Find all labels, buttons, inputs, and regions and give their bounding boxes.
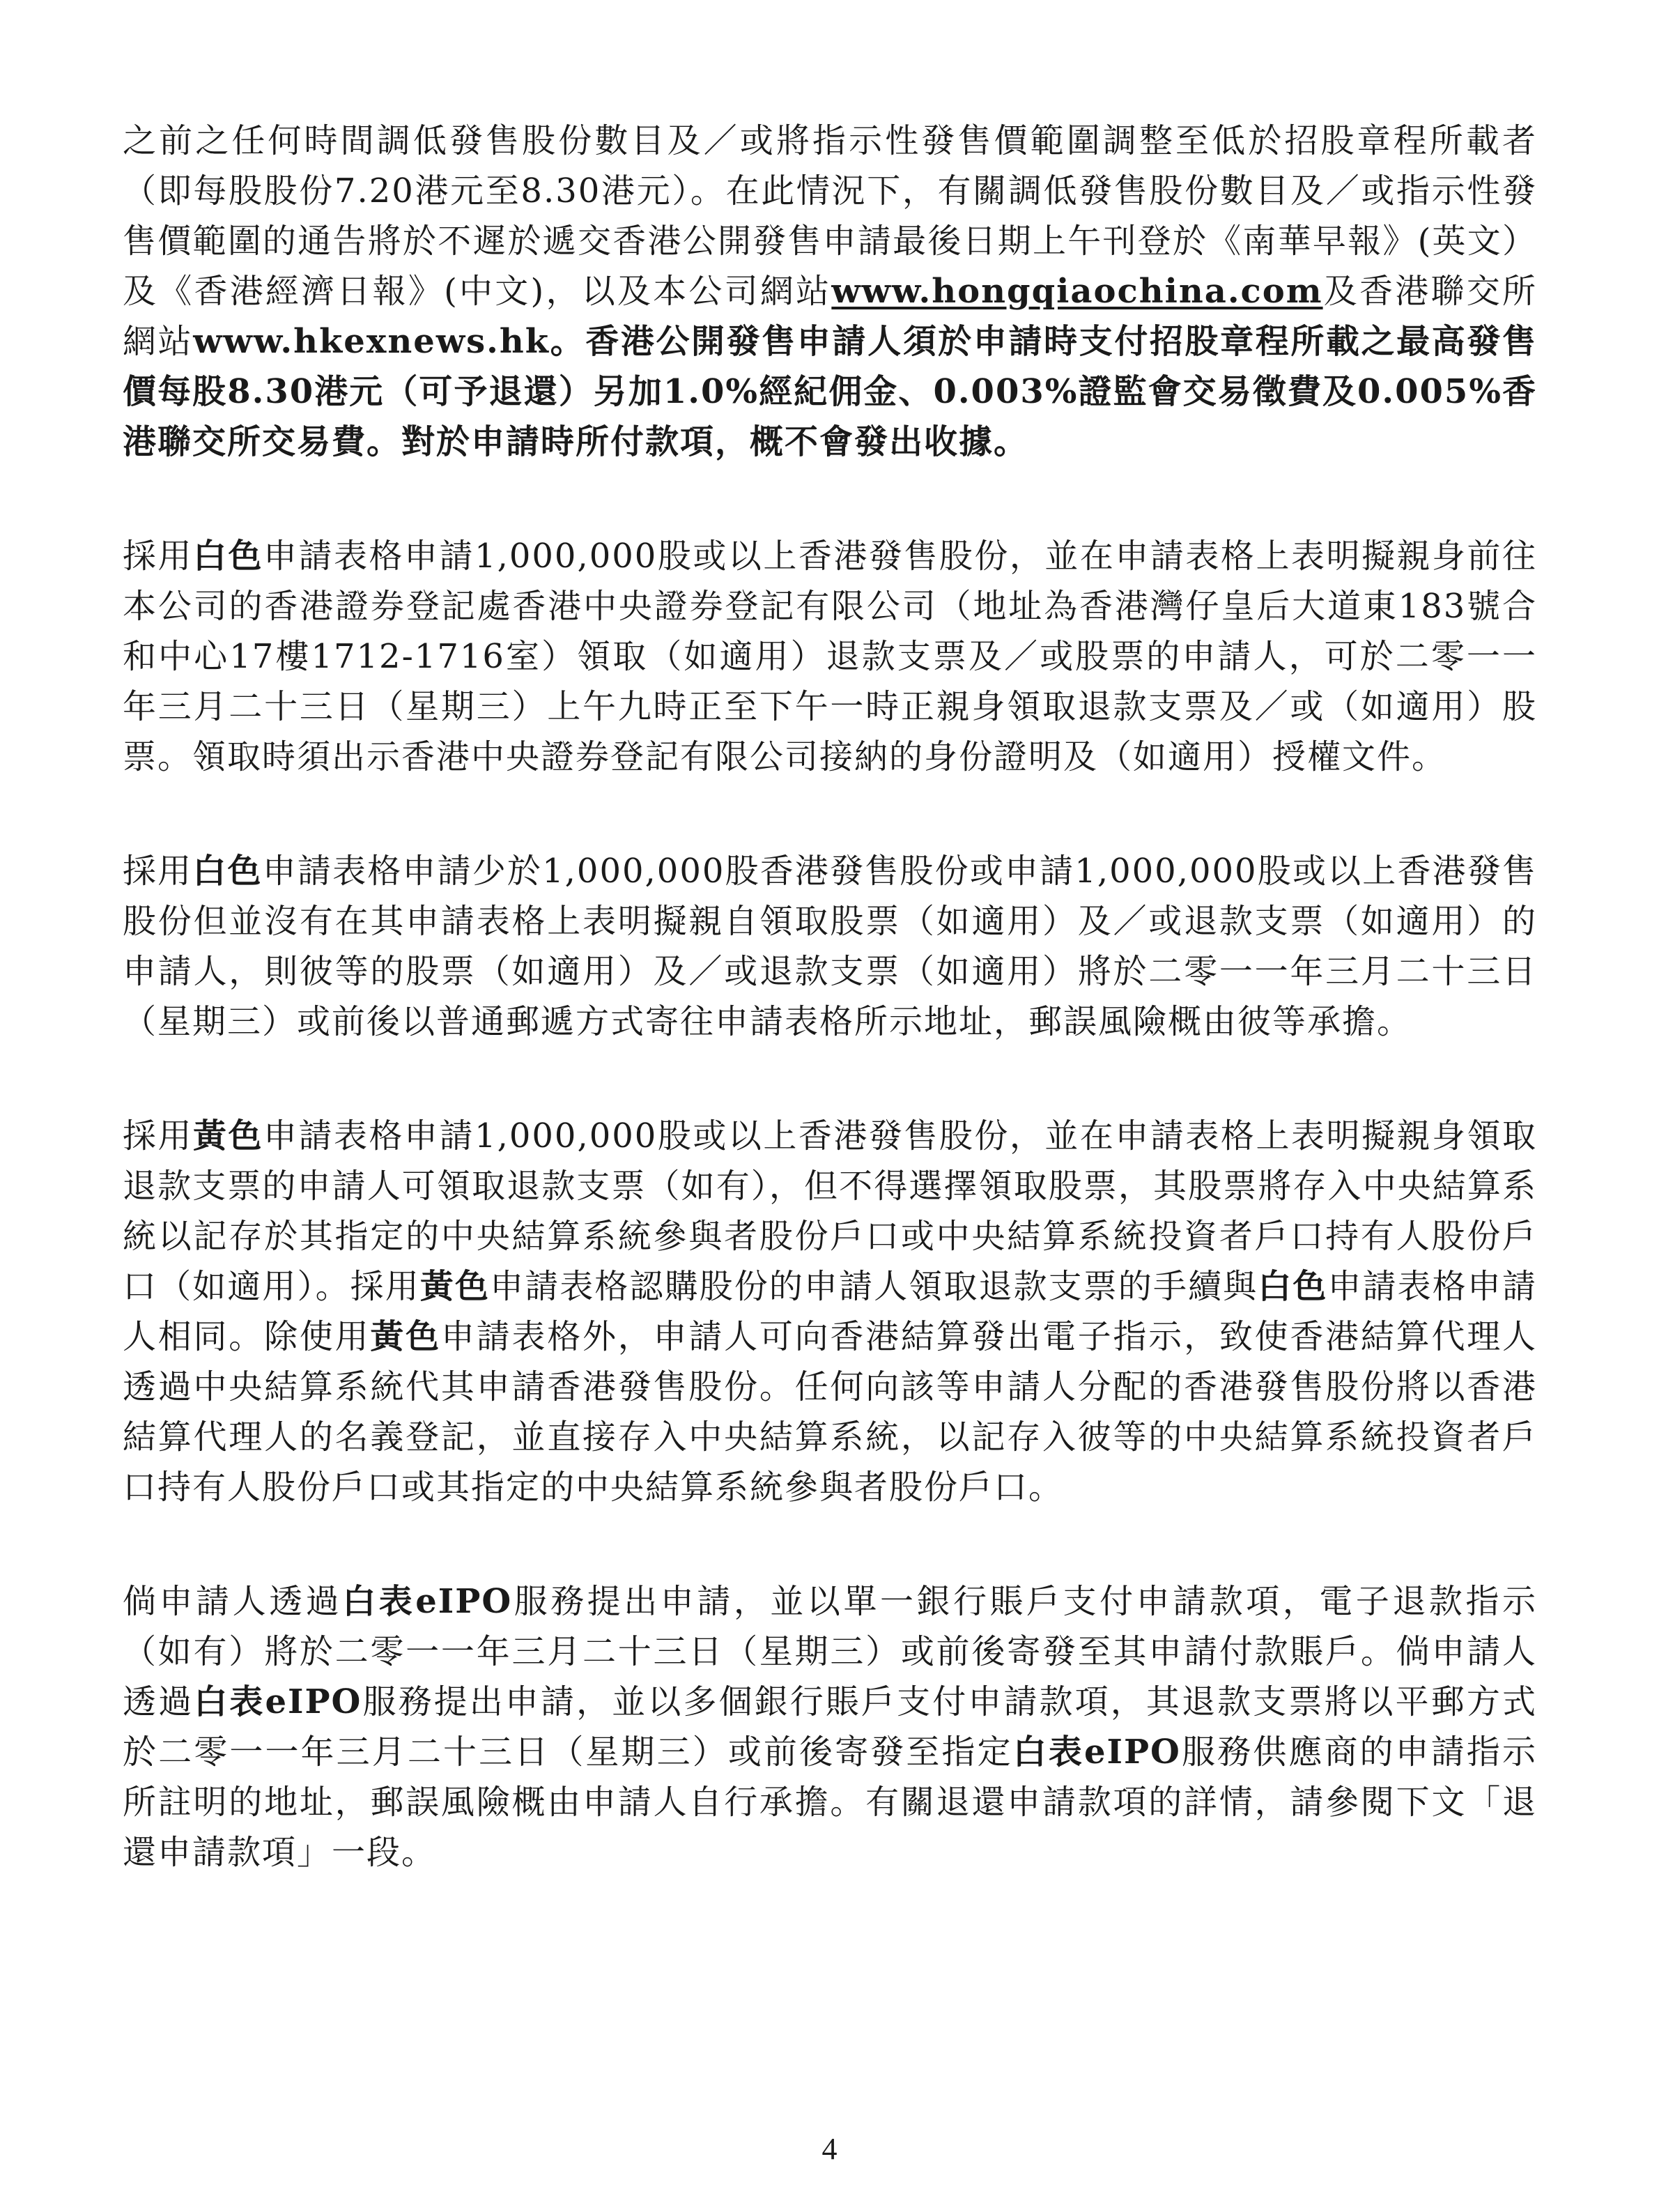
paragraph-white-form-post [123, 846, 1537, 1047]
text-run: 服務供應商的申請指示所註明的地址，郵誤風險概由申請人自行承擔。有關退還申請款項的詳情，請參閱下文「退還申請款項」一段。 [123, 1733, 1537, 1872]
text-run: 之前之任何時間調低發售股份數目及／或將指示性發售價範圍調整至低於招股章程所載者（即每股股份7.20港元至8.30港元）。在此情況下，有關調低發售股份數目及／或指示性發售價範圍的通告將於不遲於遞交香港公開發售申請最後日期上午刊登於《南華早報》(英文）及《香港經濟日報》(中文)，以及本公司網站 [123, 121, 1537, 311]
white-eipo-label: 白表eIPO [342, 1582, 513, 1621]
text-run: 服務提出申請，並以單一銀行賬戶支付申請款項，電子退款指示（如有）將於二零一一年三月二十三日（星期三）或前後寄發至其申請付款賬戶。倘申請人透過 [123, 1582, 1537, 1721]
yellow-form-label: 黃色 [370, 1317, 441, 1356]
text-run: 申請表格外，申請人可向香港結算發出電子指示，致使香港結算代理人透過中央結算系統代其申請香港發售股份。任何向該等申請人分配的香港發售股份將以香港結算代理人的名義登記，並直接存入中央結算系統，以記存入彼等的中央結算系統投資者戶口持有人股份戶口或其指定的中央結算系統參與者股份戶口。 [123, 1317, 1537, 1507]
hkex-website-link[interactable]: www.hkexnews.hk [193, 322, 550, 361]
white-eipo-label: 白表eIPO [194, 1682, 362, 1721]
text-run: 採用 [123, 1116, 194, 1155]
white-form-label: 白色 [192, 852, 263, 891]
text-run: 申請表格申請人相同。除使用 [123, 1267, 1537, 1356]
text-run: 採用 [123, 852, 193, 891]
text-run: 申請表格認購股份的申請人領取退款支票的手續與 [490, 1267, 1258, 1306]
bold-payment-notice: 。香港公開發售申請人須於申請時支付招股章程所載之最高發售價每股8.30港元（可予退還）另加1.0%經紀佣金、0.003%證監會交易徵費及0.005%香港聯交所交易費。對於申請時所付款項，概不會發出收據。 [123, 322, 1537, 461]
white-form-label: 白色 [1258, 1267, 1328, 1306]
page-number: 4 [821, 2132, 838, 2166]
paragraph-offer-adjustment [123, 116, 1537, 467]
text-run: 申請表格申請1,000,000股或以上香港發售股份，並在申請表格上表明擬親身前往本公司的香港證券登記處香港中央證券登記有限公司（地址為香港灣仔皇后大道東183號合和中心17樓1712-1716室）領取（如適用）退款支票及／或股票的申請人，可於二零一一年三月二十三日（星期三）上午九時正至下午一時正親身領取退款支票及／或（如適用）股票。領取時須出示香港中央證券登記有限公司接納的身份證明及（如適用）授權文件。 [123, 537, 1537, 776]
text-run: 採用 [123, 537, 194, 576]
yellow-form-label: 黃色 [419, 1267, 491, 1306]
paragraph-white-form-collection [123, 531, 1537, 782]
yellow-form-label: 黃色 [193, 1116, 264, 1155]
text-run: 倘申請人透過 [123, 1582, 343, 1621]
white-eipo-label: 白表eIPO [1012, 1733, 1181, 1772]
document-body [123, 116, 1537, 1942]
white-form-label: 白色 [193, 537, 264, 576]
paragraph-white-eipo [123, 1576, 1537, 1877]
text-run: 服務提出申請，並以多個銀行賬戶支付申請款項，其退款支票將以平郵方式於二零一一年三月二十三日（星期三）或前後寄發至指定 [123, 1682, 1537, 1772]
text-run: 及香港聯交所網站 [123, 272, 1537, 361]
text-run: 申請表格申請1,000,000股或以上香港發售股份，並在申請表格上表明擬親身領取退款支票的申請人可領取退款支票（如有），但不得選擇領取股票，其股票將存入中央結算系統以記存於其指定的中央結算系統參與者股份戶口或中央結算系統投資者戶口持有人股份戶口（如適用）。採用 [123, 1116, 1537, 1306]
text-run: 申請表格申請少於1,000,000股香港發售股份或申請1,000,000股或以上香港發售股份但並沒有在其申請表格上表明擬親自領取股票（如適用）及／或退款支票（如適用）的申請人，則彼等的股票（如適用）及／或退款支票（如適用）將於二零一一年三月二十三日（星期三）或前後以普通郵遞方式寄往申請表格所示地址，郵誤風險概由彼等承擔。 [123, 852, 1537, 1041]
company-website-link[interactable]: www.hongqiaochina.com [831, 272, 1323, 311]
paragraph-yellow-form [123, 1111, 1537, 1512]
